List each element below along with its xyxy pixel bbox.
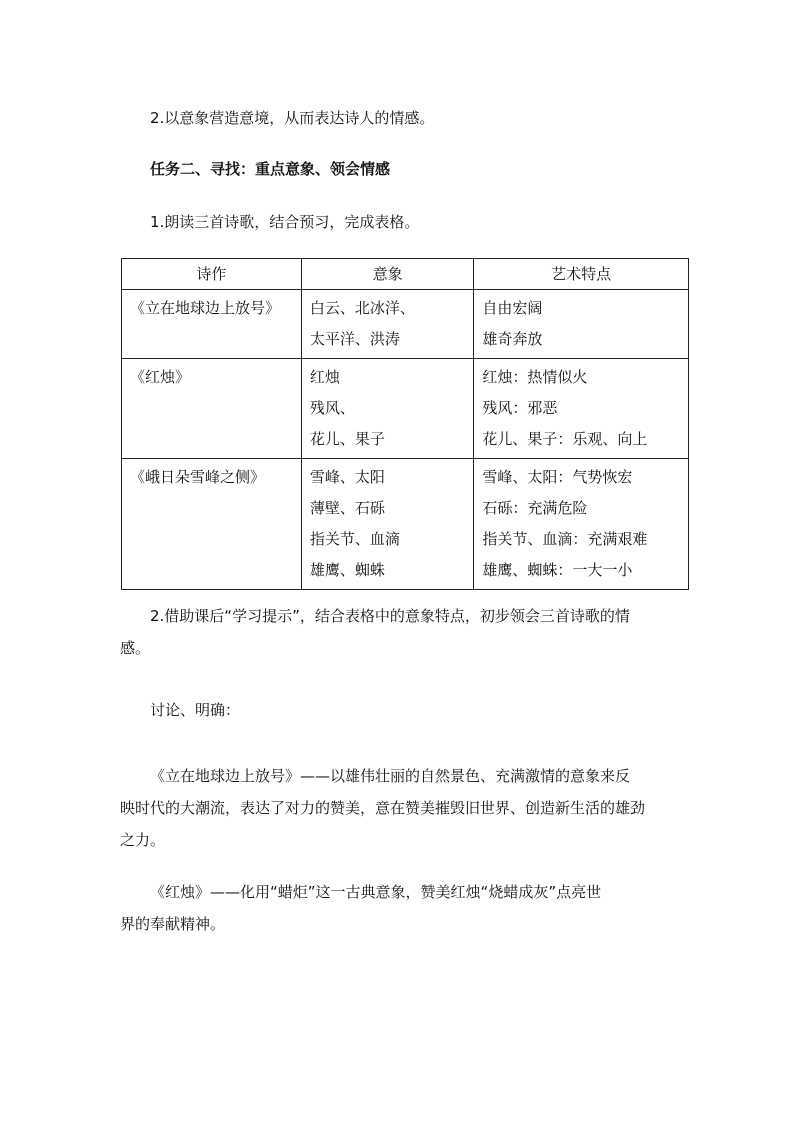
paragraph-poem-one-analysis xyxy=(120,760,672,856)
paragraph-read-poems: 1.朗读三首诗歌，结合预习，完成表格。 xyxy=(150,213,420,231)
paragraph-line: 之力。 xyxy=(120,831,166,849)
header-poem: 诗作 xyxy=(122,259,302,290)
imagery-line: 花儿、果子 xyxy=(309,430,385,448)
paragraph-line: 《红烛》——化用“蜡炬”这一古典意象，赞美红烛“烧蜡成灰”点亮世 xyxy=(150,883,602,901)
table-row xyxy=(122,359,689,459)
feature-line: 红烛：热情似火 xyxy=(482,368,588,386)
header-imagery: 意象 xyxy=(301,259,473,290)
table-row xyxy=(122,290,689,359)
imagery-cell xyxy=(301,459,473,590)
features-cell xyxy=(474,290,689,359)
imagery-line: 雄鹰、蜘蛛 xyxy=(309,561,385,579)
header-features: 艺术特点 xyxy=(474,259,689,290)
imagery-line: 指关节、血滴 xyxy=(309,530,400,548)
table-header-row xyxy=(122,259,689,290)
poem-title: 《立在地球边上放号》 xyxy=(130,299,281,317)
imagery-table xyxy=(121,258,689,590)
paragraph-discussion xyxy=(120,694,672,726)
poem-cell xyxy=(122,359,302,459)
imagery-cell xyxy=(301,290,473,359)
features-cell xyxy=(474,359,689,459)
paragraph-line: 2.借助课后“学习提示”，结合表格中的意象特点，初步领会三首诗歌的情 xyxy=(150,607,630,625)
imagery-line: 薄壁、石砾 xyxy=(309,499,385,517)
feature-line: 花儿、果子：乐观、向上 xyxy=(482,430,648,448)
poem-cell xyxy=(122,290,302,359)
feature-line: 雪峰、太阳：气势恢宏 xyxy=(482,468,633,486)
imagery-line: 白云、北冰洋、 xyxy=(309,299,415,317)
poem-title: 《峨日朵雪峰之侧》 xyxy=(130,468,266,486)
imagery-line: 残风、 xyxy=(309,399,355,417)
paragraph-line: 《立在地球边上放号》——以雄伟壮丽的自然景色、充满激情的意象来反 xyxy=(150,767,631,785)
poem-cell xyxy=(122,459,302,590)
feature-line: 自由宏阔 xyxy=(482,299,543,317)
imagery-line: 红烛 xyxy=(309,368,340,386)
paragraph-line: 映时代的大潮流，表达了对力的赞美，意在赞美摧毁旧世界、创造新生活的雄劲 xyxy=(120,799,646,817)
imagery-cell xyxy=(301,359,473,459)
paragraph-line: 感。 xyxy=(120,639,151,657)
paragraph-line: 讨论、明确： xyxy=(150,701,241,719)
features-cell xyxy=(474,459,689,590)
feature-line: 石砾：充满危险 xyxy=(482,499,588,517)
feature-line: 雄奇奔放 xyxy=(482,330,543,348)
paragraph-line: 界的奉献精神。 xyxy=(120,915,226,933)
task-two-heading: 任务二、寻找：重点意象、领会情感 xyxy=(150,160,391,178)
table-row xyxy=(122,459,689,590)
poem-title: 《红烛》 xyxy=(130,368,191,386)
imagery-line: 太平洋、洪涛 xyxy=(309,330,400,348)
feature-line: 雄鹰、蜘蛛：一大一小 xyxy=(482,561,633,579)
paragraph-learning-tips xyxy=(120,600,672,664)
paragraph-poem-two-analysis xyxy=(120,876,672,940)
paragraph-imagery-mood: 2.以意象营造意境，从而表达诗人的情感。 xyxy=(150,109,435,127)
imagery-line: 雪峰、太阳 xyxy=(309,468,385,486)
feature-line: 指关节、血滴：充满艰难 xyxy=(482,530,648,548)
feature-line: 残风：邪恶 xyxy=(482,399,558,417)
